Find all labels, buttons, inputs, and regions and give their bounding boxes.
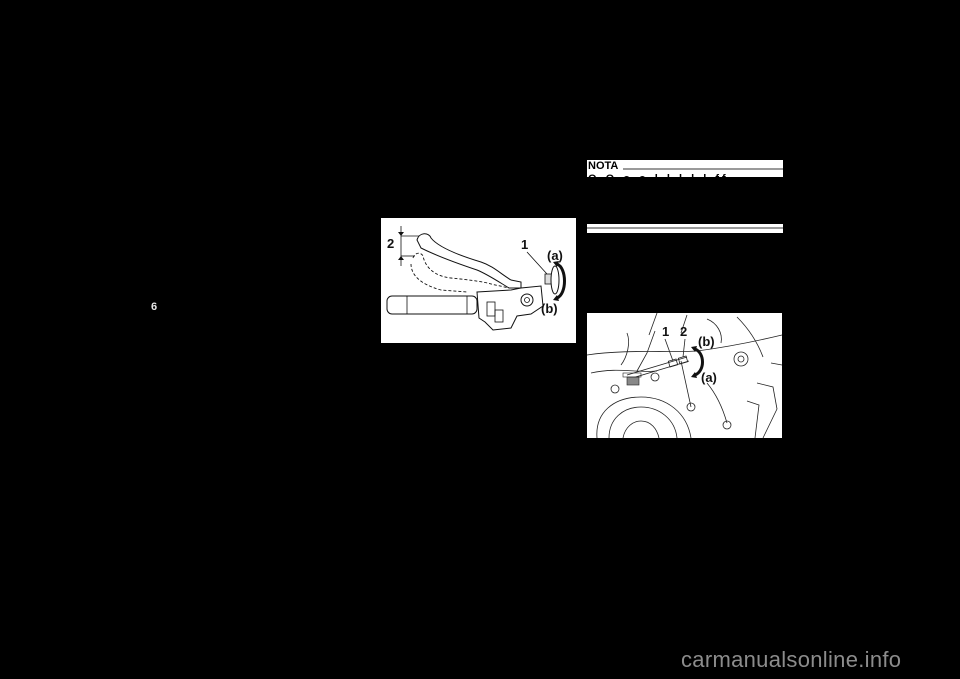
- brake-lever-figure: [381, 218, 576, 343]
- note-end-divider: [587, 224, 783, 233]
- watermark-link[interactable]: carmanualsonline.info: [681, 647, 902, 672]
- callout-direction-a: (a): [547, 248, 563, 263]
- callout-distance-2: 2: [387, 236, 395, 251]
- note-label: NOTA: [588, 160, 621, 172]
- callout-part-1: 1: [662, 324, 670, 339]
- note-header: [587, 160, 783, 185]
- note-text-clipped: O O o o l l l l l ff: [588, 173, 729, 185]
- callout-adjuster-1: 1: [521, 237, 529, 252]
- note-end-rule: [587, 227, 783, 229]
- callout-part-2: 2: [680, 324, 688, 339]
- callout-direction-b: (b): [541, 301, 558, 316]
- brake-lever-illustration: [381, 218, 576, 343]
- page-number: 6: [151, 301, 158, 313]
- callout-direction-b: (b): [698, 334, 715, 349]
- engine-adjuster-figure: [587, 313, 782, 438]
- note-header-rule: [623, 168, 783, 170]
- callout-direction-a: (a): [701, 370, 717, 385]
